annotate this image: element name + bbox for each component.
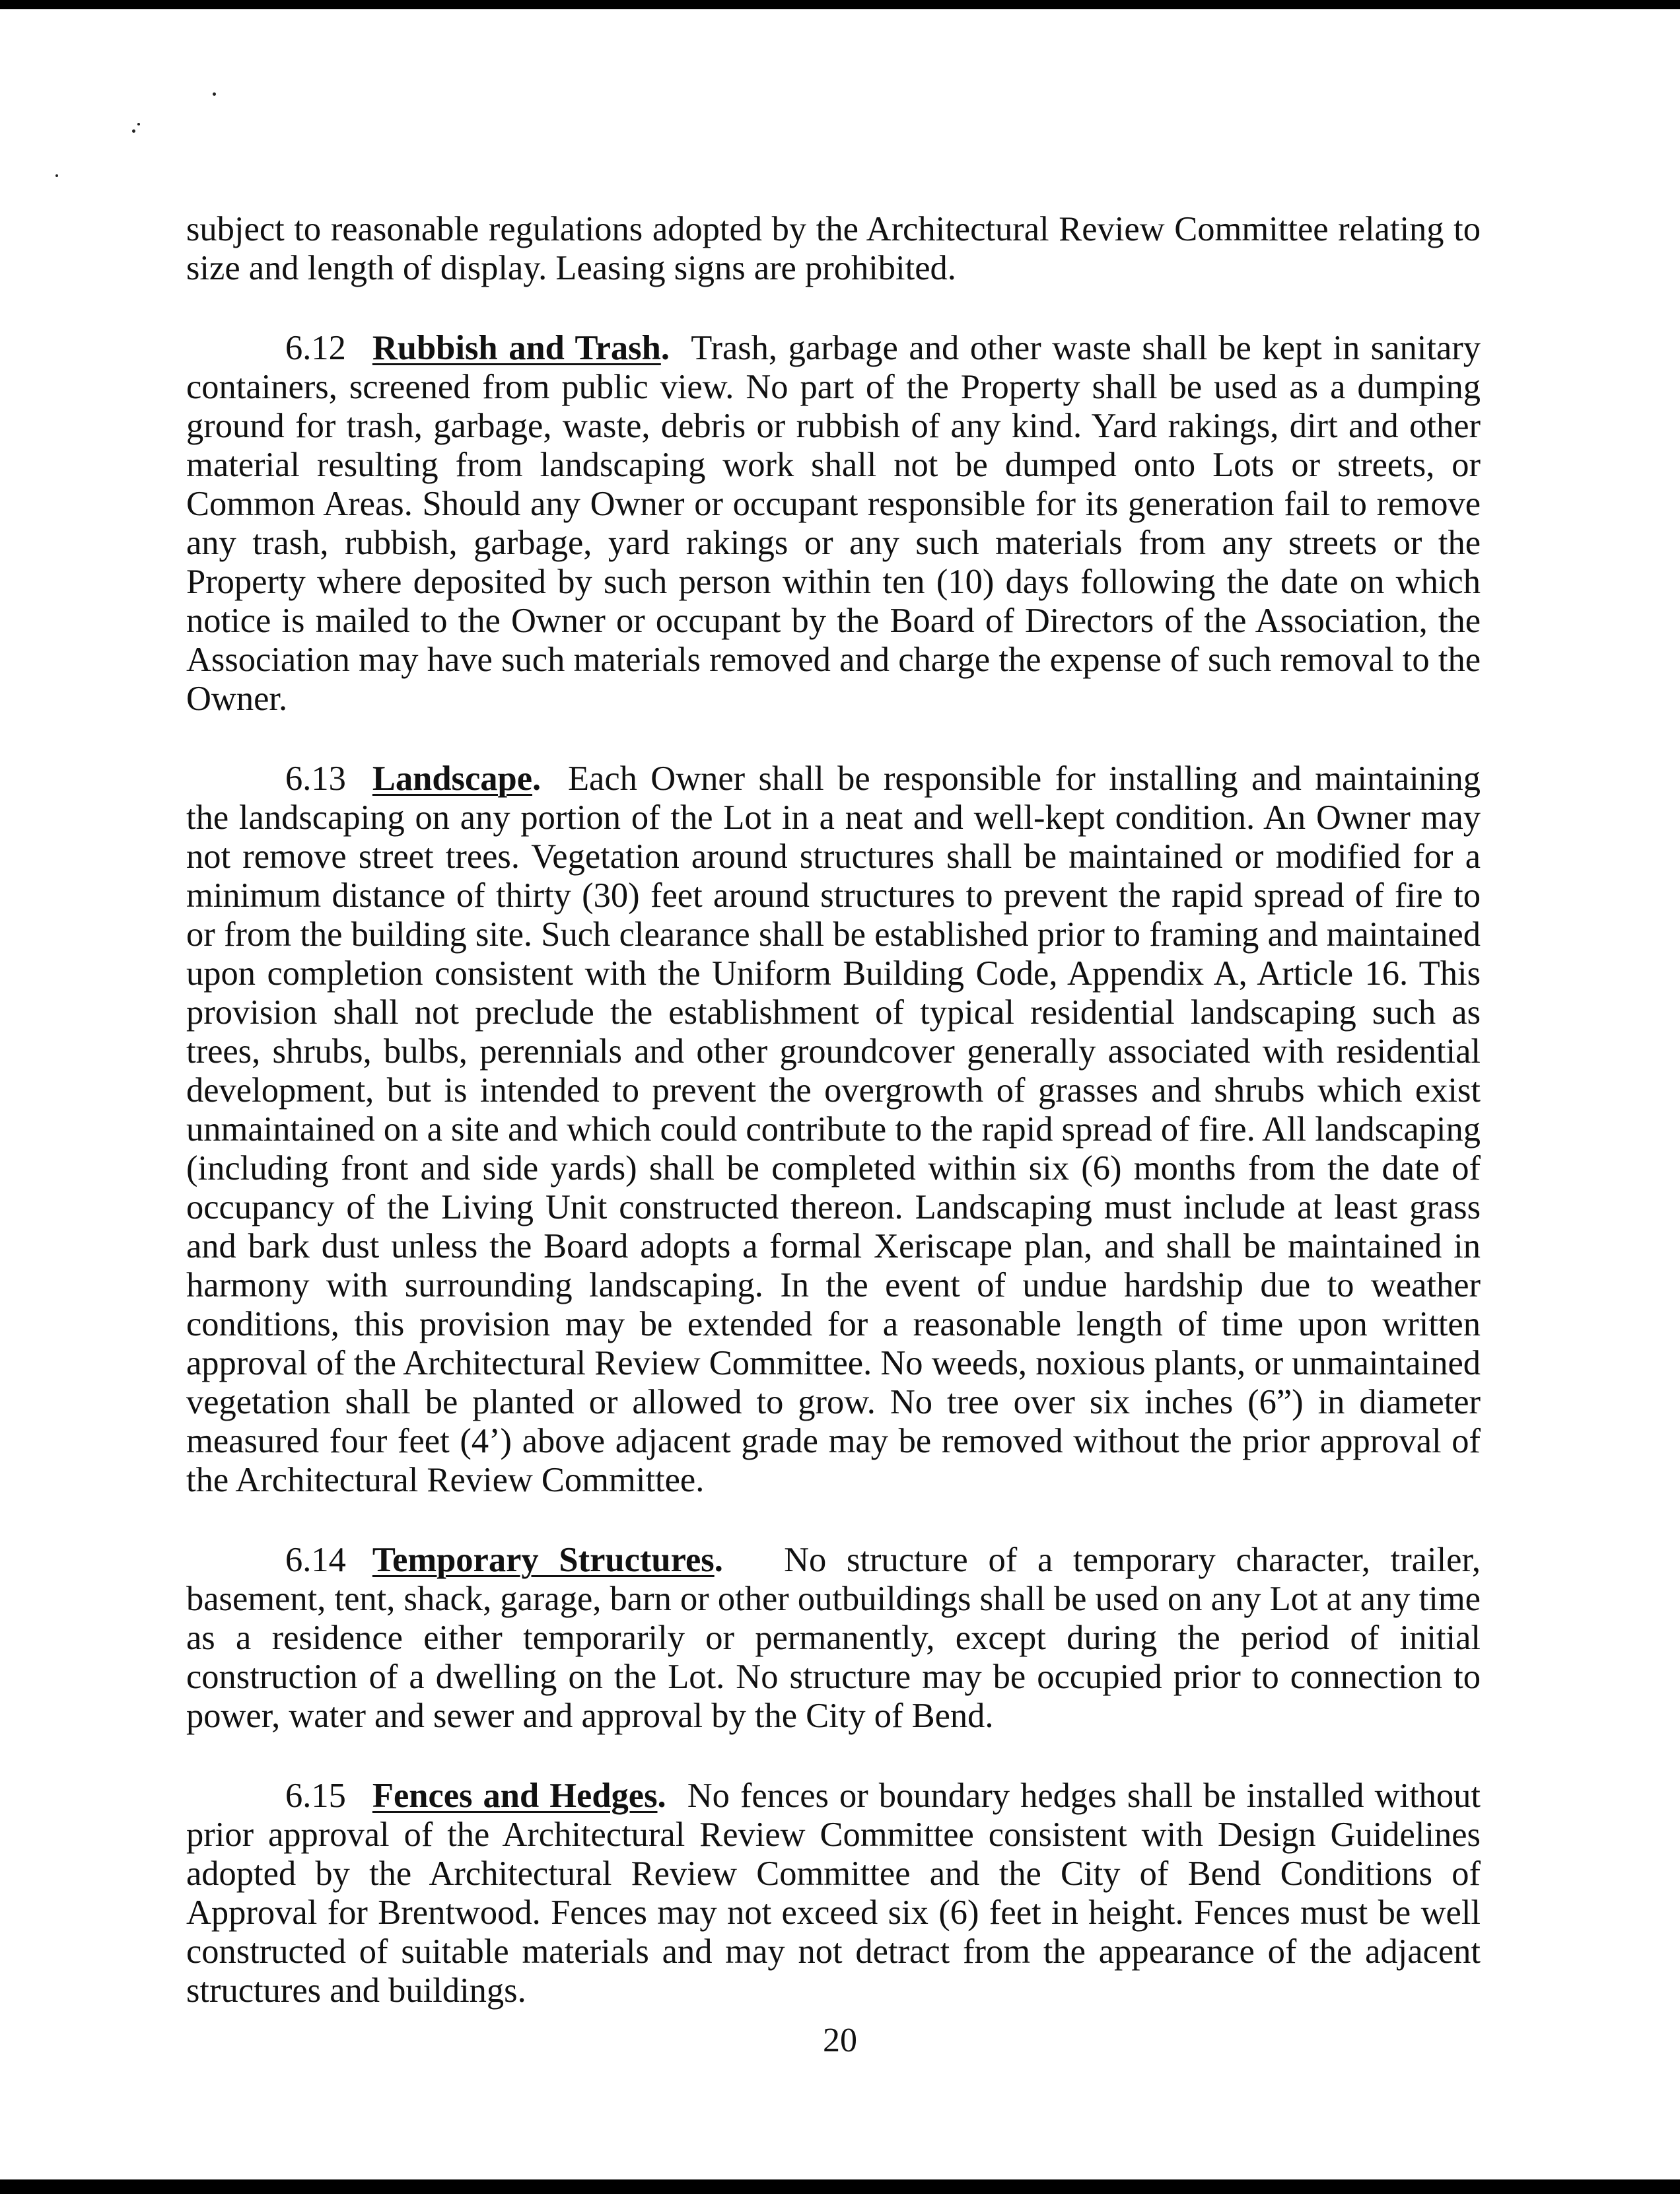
scan-speck — [132, 129, 135, 133]
section-6-13 — [186, 760, 1481, 1500]
section-heading: Rubbish and Trash — [372, 329, 661, 367]
section-number: 6.14 — [285, 1541, 346, 1579]
section-6-15 — [186, 1777, 1481, 2010]
section-number: 6.15 — [285, 1777, 346, 1815]
heading-period: . — [714, 1541, 723, 1579]
document-body — [186, 210, 1481, 2051]
intro-paragraph — [186, 210, 1481, 288]
section-number: 6.12 — [285, 329, 346, 367]
section-heading: Fences and Hedges — [372, 1777, 658, 1815]
heading-period: . — [532, 760, 542, 798]
section-body: Each Owner shall be responsible for installing and maintaining the landscaping on any portion of the Lot in a neat and well-kept condition. An Owner may not remove street trees. Vegetation around structures shall be maintained or modified for a minimum distance of thirty (30) feet around structures to prevent the rapid spread of fire to or from the building site. Such clearance shall be established prior to framing and maintained upon completion consistent with the Uniform Building Code, Appendix A, Article 16. This provision shall not preclude the establishment of typical residential landscaping such as trees, shrubs, bulbs, perennials and other groundcover generally associated with residential development, but is intended to prevent the overgrowth of grasses and shrubs which exist unmaintained on a site and which could contribute to the rapid spread of fire. All landscaping (including front and side yards) shall be completed within six (6) months from the date of occupancy of the Living Unit constructed thereon. Landscaping must include at least grass and bark dust unless the Board adopts a formal Xeriscape plan, and shall be maintained in harmony with surrounding landscaping. In the event of undue hardship due to weather conditions, this provision may be extended for a reasonable length of time upon written approval of the Architectural Review Committee. No weeds, noxious plants, or unmaintained vegetation shall be planted or allowed to grow. No tree over six inches (6”) in diameter measured four feet (4’) above adjacent grade may be removed without the prior approval of the Architectural Review Committee. — [186, 760, 1481, 1499]
scan-speck — [55, 174, 58, 177]
intro-text: subject to reasonable regulations adopted by the Architectural Review Committee relating to size and length of display. Leasing signs are prohibited. — [186, 210, 1481, 287]
section-body: Trash, garbage and other waste shall be kept in sanitary containers, screened from public view. No part of the Property shall be used as a dumping ground for trash, garbage, waste, debris or rubbish of any kind. Yard rakings, dirt and other material resulting from landscaping work shall not be dumped onto Lots or streets, or Common Areas. Should any Owner or occupant responsible for its generation fail to remove any trash, rubbish, garbage, yard rakings or any such materials from any streets or the Property where deposited by such person within ten (10) days following the date on which notice is mailed to the Owner or occupant by the Board of Directors of the Association, the Association may have such materials removed and charge the expense of such removal to the Owner. — [186, 329, 1481, 718]
section-heading: Landscape — [372, 760, 533, 798]
scan-speck — [137, 123, 140, 125]
section-6-12 — [186, 329, 1481, 719]
section-number: 6.13 — [285, 760, 346, 798]
page-number: 20 — [823, 2022, 857, 2059]
section-body: No structure of a temporary character, trailer, basement, tent, shack, garage, barn or other outbuildings shall be used on any Lot at any time as a residence either temporarily or permanently, except during the period of initial construction of a dwelling on the Lot. No structure may be occupied prior to connection to power, water and sewer and approval by the City of Bend. — [186, 1541, 1481, 1735]
section-6-14 — [186, 1541, 1481, 1736]
section-body: No fences or boundary hedges shall be installed without prior approval of the Architectural Review Committee consistent with Design Guidelines adopted by the Architectural Review Committee and the City of Bend Conditions of Approval for Brentwood. Fences may not exceed six (6) feet in height. Fences must be well constructed of suitable materials and may not detract from the appearance of the adjacent structures and buildings. — [186, 1777, 1481, 2010]
scan-top-border — [0, 0, 1680, 9]
section-heading: Temporary Structures — [372, 1541, 715, 1579]
scan-bottom-border — [0, 2179, 1680, 2194]
heading-period: . — [657, 1777, 666, 1815]
heading-period: . — [660, 329, 670, 367]
scan-speck — [213, 92, 216, 96]
